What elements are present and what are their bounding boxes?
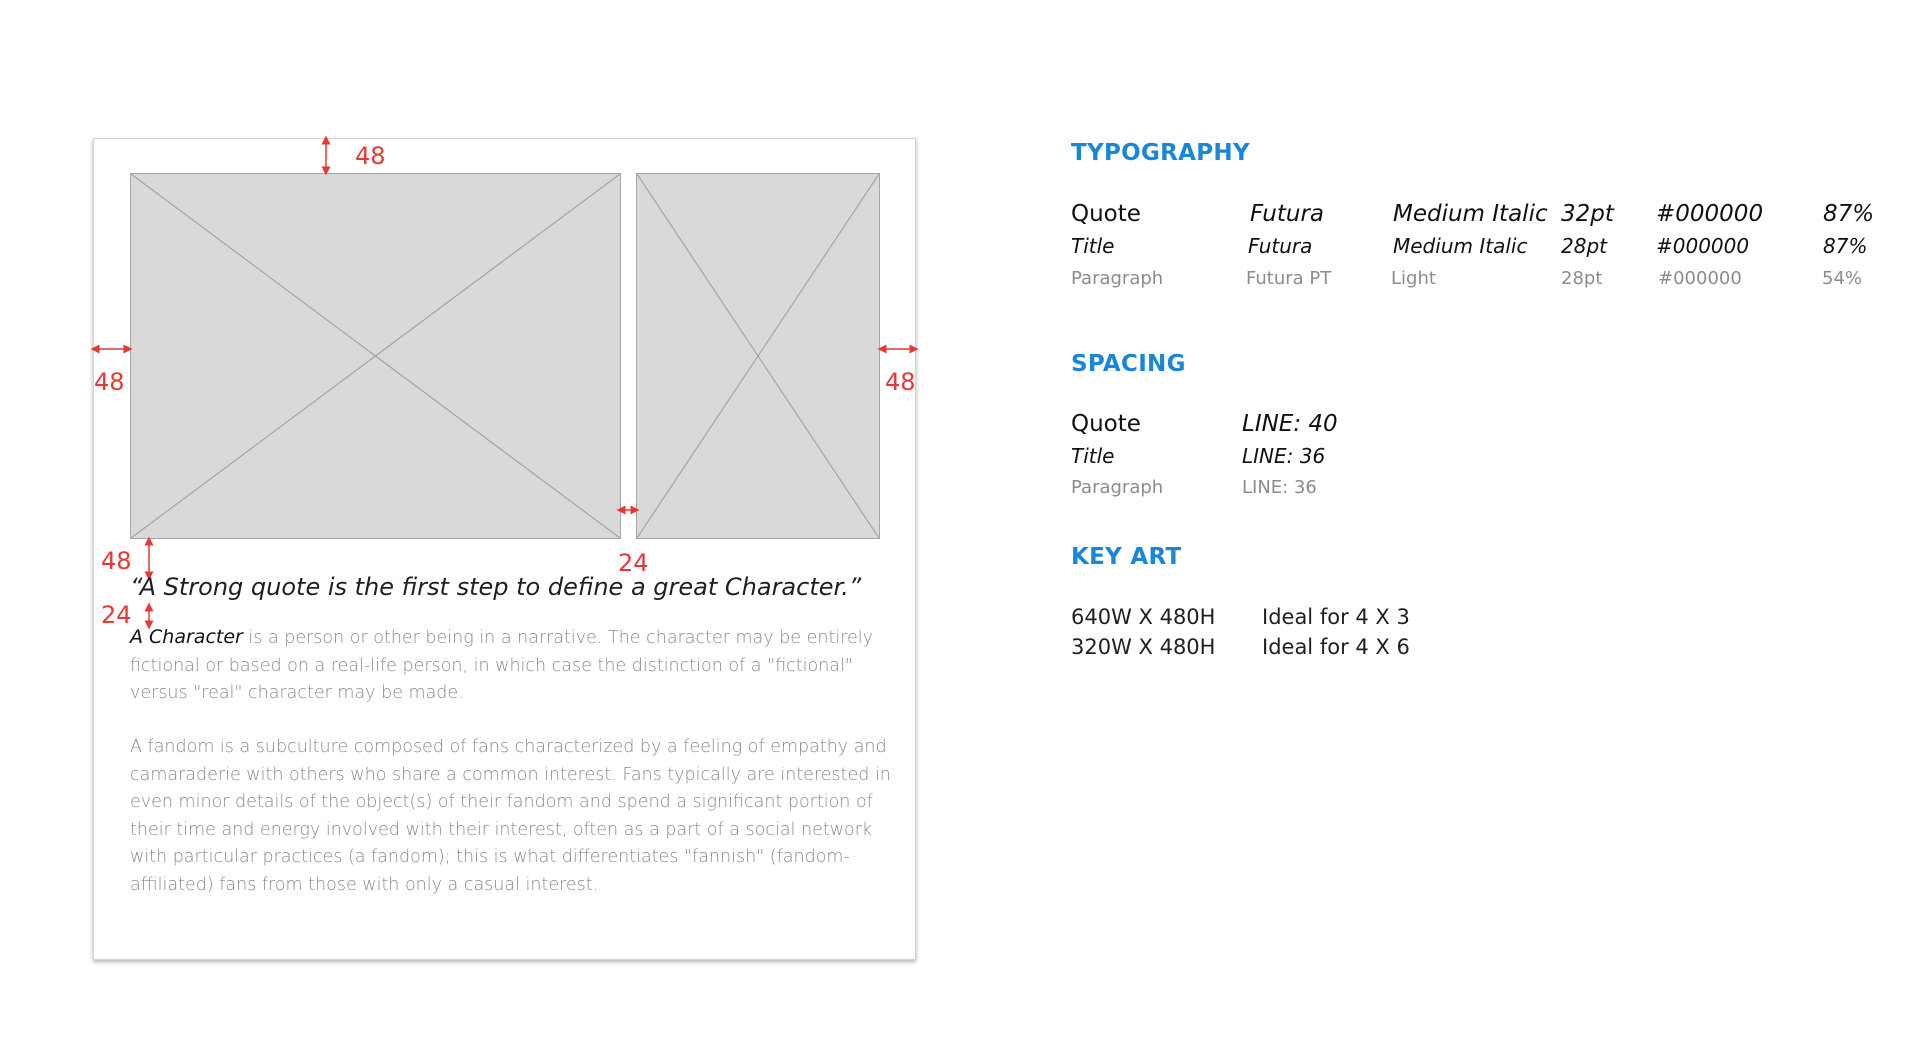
measure-label-image-gap: 24 bbox=[618, 549, 649, 577]
typo-quote-element: Quote bbox=[1071, 201, 1141, 227]
key-art-heading: KEY ART bbox=[1071, 544, 1182, 570]
key-art-placeholder-small bbox=[636, 173, 880, 539]
placeholder-cross-icon bbox=[131, 174, 620, 538]
spacing-paragraph-element: Paragraph bbox=[1071, 477, 1164, 498]
card-paragraph-2: A fandom is a subculture composed of fans characterized by a feeling of empathy and camaraderie with others who share a common interest. Fans typically are interested in even minor details of the object(s) of their fandom and spend a significant portion of their time and energy involved with their interest, often as a part of a social network with particular practices (a fandom); this is what differentiates "fannish" (fandom-affiliated) fans from those with only a casual interest. bbox=[130, 737, 891, 895]
measure-label-quote-gap: 24 bbox=[101, 601, 132, 629]
typo-paragraph-weight: Light bbox=[1391, 268, 1436, 289]
measure-label-right: 48 bbox=[885, 368, 916, 396]
measure-label-top: 48 bbox=[355, 142, 386, 170]
spacing-quote-value: LINE: 40 bbox=[1242, 411, 1338, 437]
measure-label-bottom: 48 bbox=[101, 547, 132, 575]
typo-paragraph-size: 28pt bbox=[1561, 268, 1603, 289]
typo-quote-size: 32pt bbox=[1561, 201, 1614, 227]
typo-paragraph-font: Futura PT bbox=[1246, 268, 1332, 289]
typo-quote-font: Futura bbox=[1250, 201, 1325, 227]
typo-title-weight: Medium Italic bbox=[1393, 234, 1528, 258]
typo-title-element: Title bbox=[1071, 234, 1115, 258]
typo-title-font: Futura bbox=[1248, 234, 1313, 258]
spacing-title-value: LINE: 36 bbox=[1242, 444, 1326, 468]
typo-title-color: #000000 bbox=[1656, 234, 1750, 258]
typo-title-opacity: 87% bbox=[1823, 234, 1868, 258]
key-art-note-2: Ideal for 4 X 6 bbox=[1262, 635, 1410, 659]
key-art-size-2: 320W X 480H bbox=[1071, 635, 1216, 659]
typography-heading: TYPOGRAPHY bbox=[1071, 140, 1250, 166]
paragraph-lead: A Character bbox=[130, 626, 243, 648]
card-quote: “A Strong quote is the first step to define a great Character.” bbox=[130, 573, 862, 601]
spacing-heading: SPACING bbox=[1071, 351, 1186, 377]
typo-quote-color: #000000 bbox=[1656, 201, 1764, 227]
typo-paragraph-element: Paragraph bbox=[1071, 268, 1164, 289]
key-art-placeholder-large bbox=[130, 173, 621, 539]
measure-label-left: 48 bbox=[94, 368, 125, 396]
typo-paragraph-opacity: 54% bbox=[1822, 268, 1863, 289]
spacing-title-element: Title bbox=[1071, 444, 1115, 468]
card-paragraph-1 bbox=[130, 624, 892, 708]
spacing-paragraph-value: LINE: 36 bbox=[1242, 477, 1317, 498]
spacing-quote-element: Quote bbox=[1071, 411, 1141, 437]
typo-paragraph-color: #000000 bbox=[1658, 268, 1742, 289]
typo-quote-weight: Medium Italic bbox=[1393, 201, 1548, 227]
paragraph-1-text: is a person or other being in a narrative. The character may be entirely fictional or based on a real-life person, in which case the distinction of a "fictional" versus "real" character may be made. bbox=[130, 628, 874, 703]
key-art-size-1: 640W X 480H bbox=[1071, 605, 1216, 629]
key-art-note-1: Ideal for 4 X 3 bbox=[1262, 605, 1410, 629]
typo-quote-opacity: 87% bbox=[1823, 201, 1875, 227]
typo-title-size: 28pt bbox=[1561, 234, 1607, 258]
placeholder-cross-icon bbox=[637, 174, 879, 538]
